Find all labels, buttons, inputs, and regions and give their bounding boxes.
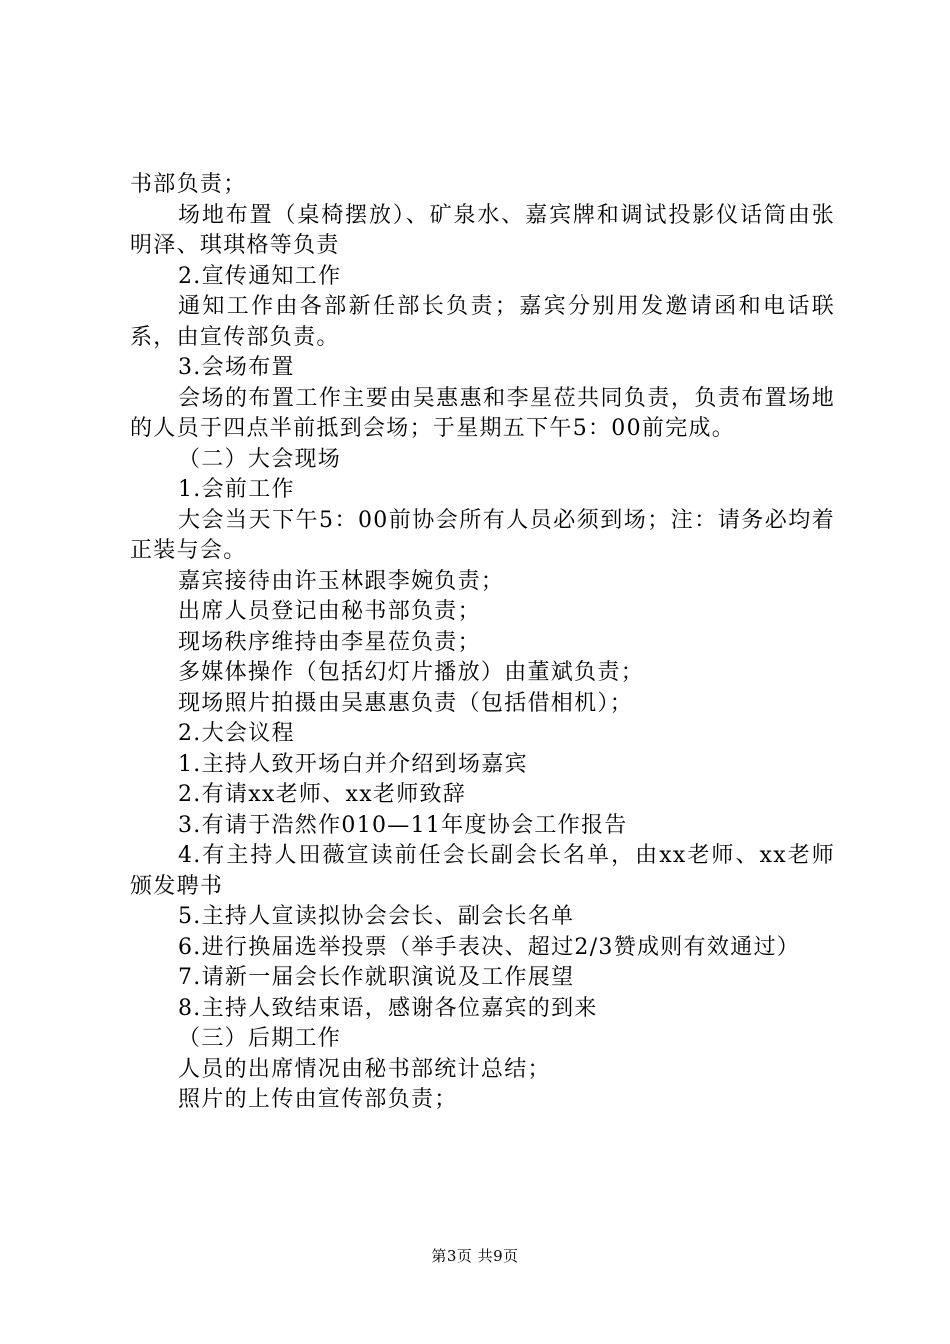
paragraph: 人员的出席情况由秘书部统计总结； [178, 1056, 551, 1082]
paragraph: 大会当天下午5：00前协会所有人员必须到场；注：请务必均着正装与会。 [130, 507, 835, 563]
paragraph: 4.有主持人田薇宣读前任会长副会长名单，由xx老师、xx老师颁发聘书 [130, 843, 835, 899]
paragraph: 书部负责； [130, 172, 247, 197]
paragraph: 多媒体操作（包括幻灯片播放）由董斌负责； [178, 660, 645, 685]
paragraph: 1.会前工作 [178, 477, 295, 502]
paragraph: 6.进行换届选举投票（举手表决、超过2/3赞成则有效通过） [178, 934, 801, 960]
paragraph: 2.大会议程 [178, 721, 295, 746]
paragraph: 5.主持人宣读拟协会会长、副会长名单 [178, 904, 575, 929]
paragraph: 照片的上传由宣传部负责； [178, 1087, 458, 1112]
paragraph: 2.有请xx老师、xx老师致辞 [178, 782, 467, 807]
paragraph: 7.请新一届会长作就职演说及工作展望 [178, 965, 575, 990]
page-footer: 第3页 共9页 [431, 1247, 519, 1265]
paragraph: 3.会场布置 [178, 355, 295, 380]
paragraph: 1.主持人致开场白并介绍到场嘉宾 [178, 751, 528, 777]
paragraph: 8.主持人致结束语，感谢各位嘉宾的到来 [178, 995, 598, 1021]
paragraph: 2.宣传通知工作 [178, 263, 342, 289]
paragraph: 通知工作由各部新任部长负责；嘉宾分别用发邀请函和电话联系，由宣传部负责。 [130, 294, 835, 350]
paragraph: 3.有请于浩然作010—11年度协会工作报告 [178, 812, 628, 838]
paragraph: 现场照片拍摄由吴惠惠负责（包括借相机）； [178, 690, 634, 716]
paragraph: 现场秩序维持由李星莅负责； [178, 629, 481, 655]
paragraph: （三）后期工作 [178, 1026, 342, 1051]
document-body [130, 170, 835, 1116]
paragraph: （二）大会现场 [178, 446, 342, 472]
paragraph: 会场的布置工作主要由吴惠惠和李星莅共同负责，负责布置场地的人员于四点半前抵到会场；于星期五下午5：00前完成。 [130, 385, 835, 441]
paragraph: 出席人员登记由秘书部负责； [178, 599, 481, 624]
paragraph: 场地布置（桌椅摆放）、矿泉水、嘉宾牌和调试投影仪话筒由张明泽、琪琪格等负责 [130, 202, 835, 258]
paragraph: 嘉宾接待由许玉林跟李婉负责； [178, 568, 505, 594]
